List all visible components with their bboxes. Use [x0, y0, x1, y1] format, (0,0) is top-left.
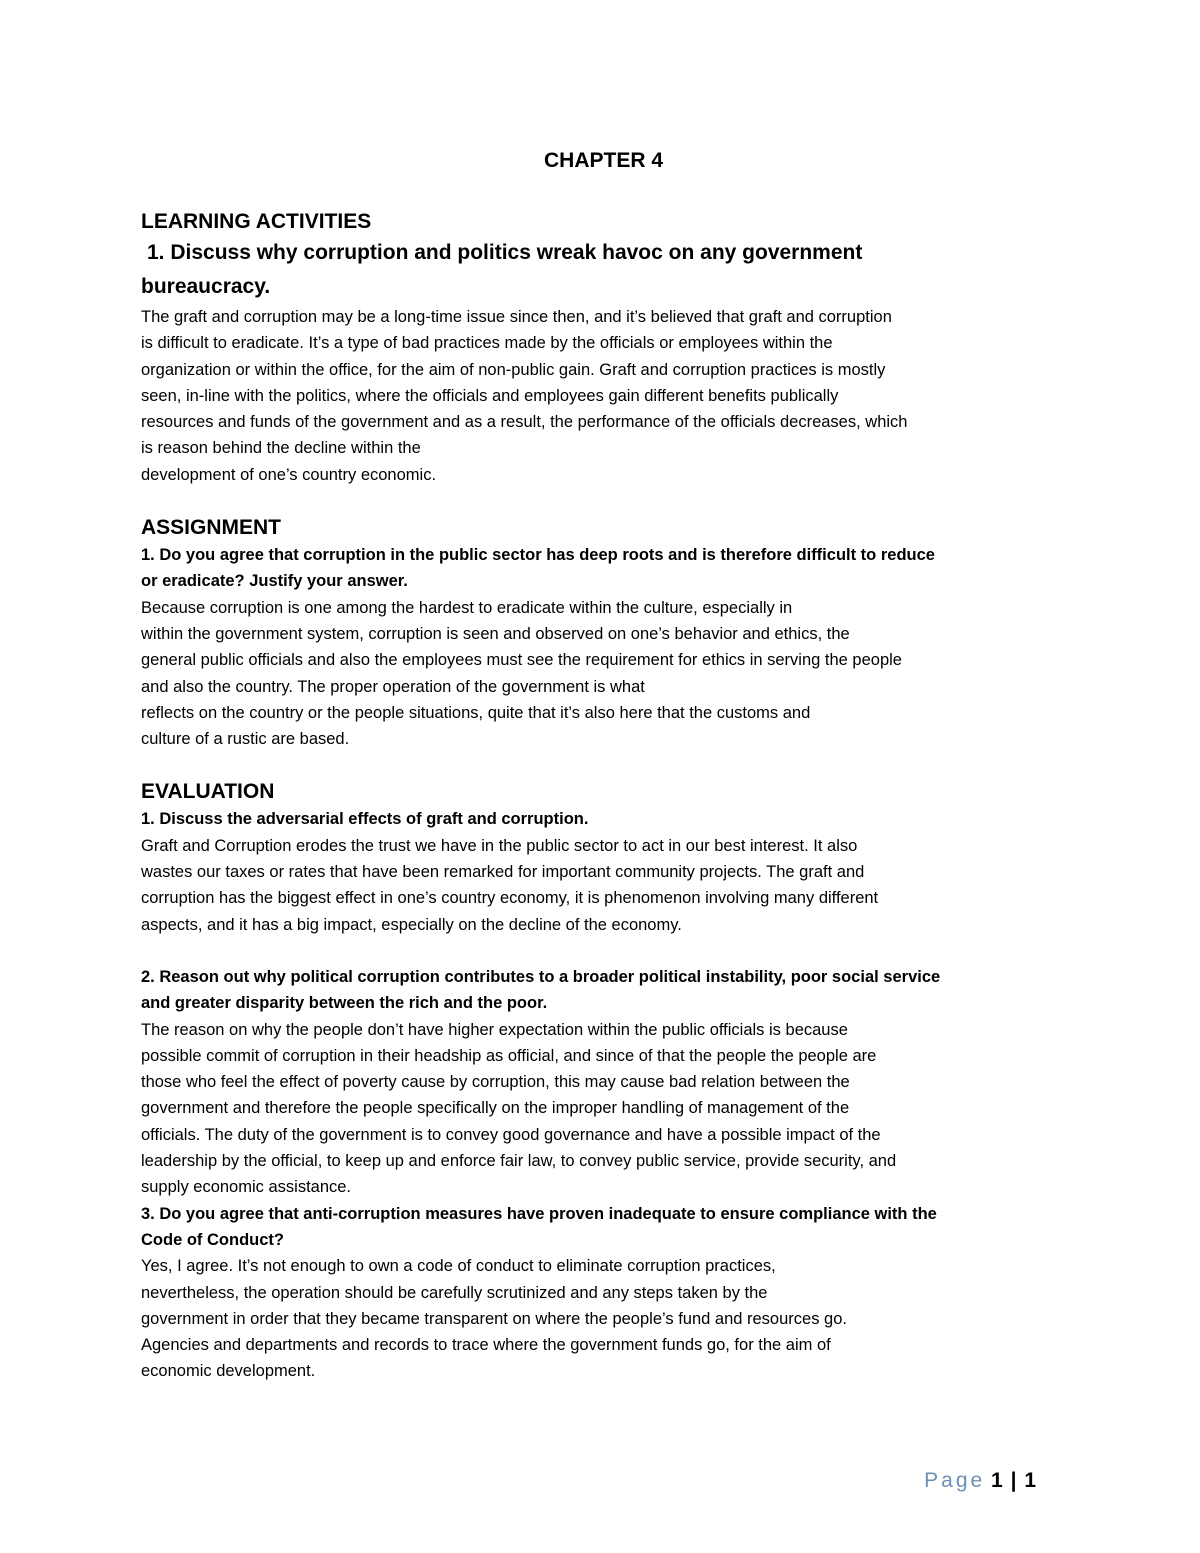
page-number: 1 — [991, 1469, 1003, 1492]
page-label: Page — [924, 1469, 986, 1492]
answer-line: corruption has the biggest effect in one’s country economy, it is phenomenon involving many different — [141, 889, 879, 908]
answer-line: those who feel the effect of poverty cause by corruption, this may cause bad relation between the — [141, 1073, 850, 1092]
answer-line: Graft and Corruption erodes the trust we have in the public sector to act in our best interest. It also — [141, 836, 858, 855]
answer-line: Yes, I agree. It’s not enough to own a code of conduct to eliminate corruption practices, — [141, 1257, 776, 1276]
question-line: or eradicate? Justify your answer. — [141, 572, 408, 591]
answer-line: government and therefore the people specifically on the improper handling of management of the — [141, 1099, 850, 1118]
page-separator: | — [1010, 1469, 1017, 1492]
answer-line: organization or within the office, for the aim of non-public gain. Graft and corruption practices is mostly — [141, 360, 886, 379]
answer-line: and also the country. The proper operation of the government is what — [141, 677, 645, 696]
answer-line: development of one’s country economic. — [141, 465, 437, 484]
answer-line: Because corruption is one among the hardest to eradicate within the culture, especially in — [141, 598, 793, 617]
evaluation-question-1 — [141, 806, 1066, 832]
evaluation-answer-1 — [141, 833, 1066, 938]
answer-line: possible commit of corruption in their headship as official, and since of that the people the people are — [141, 1046, 877, 1065]
answer-line: general public officials and also the employees must see the requirement for ethics in serving the people — [141, 651, 902, 670]
evaluation-question-2 — [141, 964, 1066, 1017]
evaluation-answer-3 — [141, 1253, 1066, 1384]
evaluation-question-3 — [141, 1201, 1066, 1254]
answer-line: Agencies and departments and records to trace where the government funds go, for the aim of — [141, 1336, 831, 1355]
evaluation-answer-2 — [141, 1017, 1066, 1201]
assignment-heading: ASSIGNMENT — [141, 516, 282, 540]
document-body — [141, 146, 1066, 1385]
question-line: and greater disparity between the rich and the poor. — [141, 994, 548, 1013]
answer-line: culture of a rustic are based. — [141, 730, 350, 749]
page-footer — [924, 1466, 1036, 1496]
answer-line: reflects on the country or the people situations, quite that it’s also here that the customs and — [141, 703, 811, 722]
answer-line: nevertheless, the operation should be carefully scrutinized and any steps taken by the — [141, 1283, 768, 1302]
answer-line: is difficult to eradicate. It’s a type of bad practices made by the officials or employees within the — [141, 334, 833, 353]
question-line: 2. Reason out why political corruption contributes to a broader political instability, poor social service — [141, 967, 941, 986]
question-line: Code of Conduct? — [141, 1230, 284, 1249]
question-line: 1. Do you agree that corruption in the public sector has deep roots and is therefore difficult to reduce — [141, 546, 935, 565]
answer-line: resources and funds of the government and as a result, the performance of the officials decreases, which — [141, 413, 908, 432]
assignment-question — [141, 542, 1066, 595]
answer-line: aspects, and it has a big impact, especially on the decline of the economy. — [141, 915, 682, 934]
question-line: 3. Do you agree that anti-corruption measures have proven inadequate to ensure compliance with the — [141, 1204, 937, 1223]
answer-line: supply economic assistance. — [141, 1178, 352, 1197]
assignment-answer — [141, 595, 1066, 753]
page-total: 1 — [1024, 1469, 1036, 1492]
answer-line: seen, in-line with the politics, where the officials and employees gain different benefits publically — [141, 386, 839, 405]
answer-line: officials. The duty of the government is to convey good governance and have a possible impact of the — [141, 1125, 881, 1144]
learning-question-line: bureaucracy. — [141, 275, 271, 298]
question-line: 1. Discuss the adversarial effects of graft and corruption. — [141, 810, 589, 829]
answer-line: government in order that they became transparent on where the people’s fund and resources go. — [141, 1309, 847, 1328]
learning-question — [141, 236, 1066, 304]
answer-line: within the government system, corruption is seen and observed on one’s behavior and ethics, the — [141, 624, 850, 643]
answer-line: economic development. — [141, 1362, 316, 1381]
answer-line: wastes our taxes or rates that have been remarked for important community projects. The graft and — [141, 863, 865, 882]
evaluation-heading: EVALUATION — [141, 780, 275, 804]
answer-line: The graft and corruption may be a long-time issue since then, and it’s believed that graft and corruption — [141, 308, 892, 326]
learning-activities-heading: LEARNING ACTIVITIES — [141, 210, 372, 233]
learning-question-line: 1. Discuss why corruption and politics wreak havoc on any government — [147, 241, 863, 264]
answer-line: is reason behind the decline within the — [141, 439, 421, 458]
answer-line: The reason on why the people don’t have higher expectation within the public officials is because — [141, 1020, 848, 1039]
chapter-title: CHAPTER 4 — [543, 149, 664, 172]
answer-line: leadership by the official, to keep up and enforce fair law, to convey public service, provide security, and — [141, 1152, 897, 1171]
learning-answer — [141, 304, 1066, 488]
